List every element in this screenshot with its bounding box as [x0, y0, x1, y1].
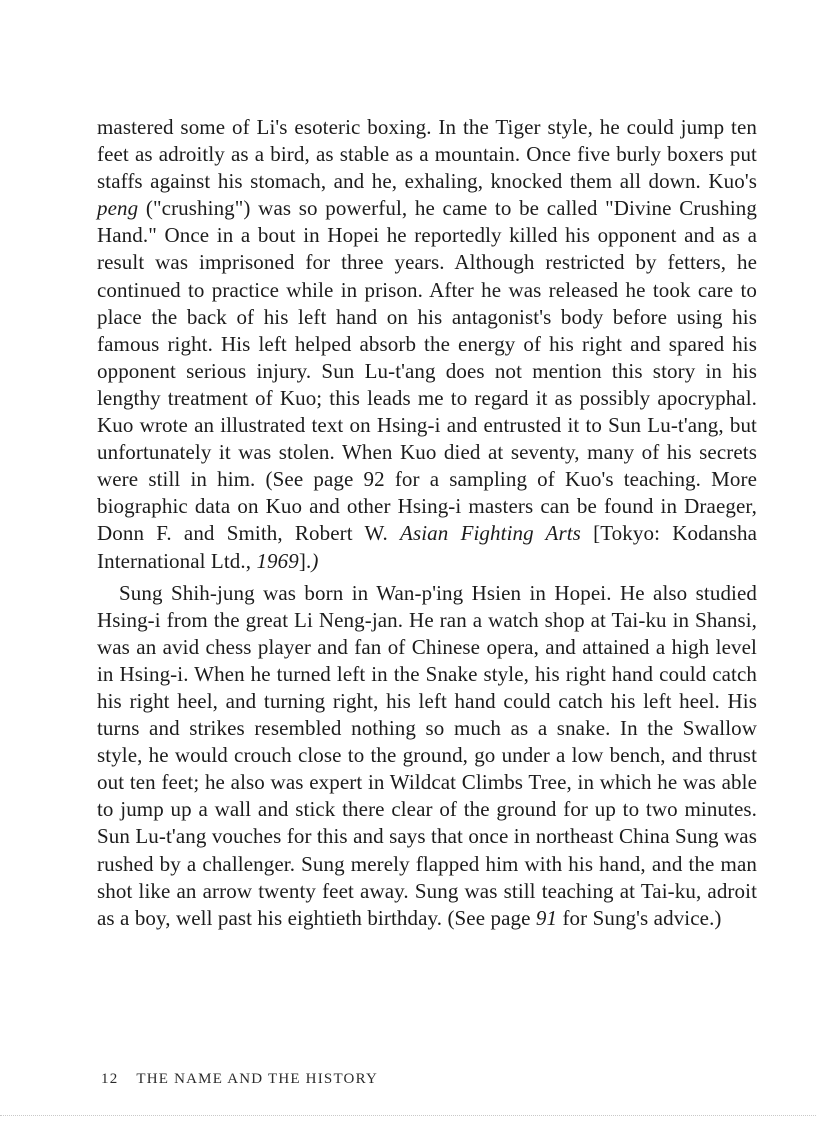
paragraph-kuo	[97, 114, 757, 575]
italic-book-title: Asian Fighting Arts	[400, 521, 581, 546]
text-run: mastered some of Li's esoteric boxing. In the Tiger style, he could jump ten feet as adroitly as a bird, as stable as a mountain. Once five burly boxers put staffs against his stomach, and he, exhaling, knocked them all down. Kuo's	[97, 115, 757, 194]
page-edge-divider	[0, 1115, 816, 1116]
text-run: [Tokyo: Kodansha International Ltd.,	[97, 521, 757, 573]
text-run: for Sung's advice.)	[557, 905, 722, 930]
italic-year: 1969	[256, 548, 299, 573]
paragraph-sung	[97, 580, 757, 932]
text-run: ("crushing") was so powerful, he came to be called "Divine Crushing Hand." Once in a bout in Hopei he reportedly killed his opponent and as a result was imprisoned for three years. Although restricted by fetters, he continued to practice while in prison. After he was released he took care to place the back of his left hand on his antagonist's body before using his famous right. His left helped absorb the energy of his right and spared his opponent serious injury. Sun Lu-t'ang does not mention this story in his lengthy treatment of Kuo; this leads me to regard it as possibly apocryphal. Kuo wrote an illustrated text on Hsing-i and entrusted it to Sun Lu-t'ang, but unfortunately it was stolen. When Kuo died at seventy, many of his secrets were still in him. (See page 92 for a sampling of Kuo's teaching. More biographic data on Kuo and other Hsing-i masters can be found in Draeger, Donn F. and Smith, Robert W.	[97, 196, 757, 546]
text-run: ].	[298, 548, 312, 573]
text-run: Sung Shih-jung was born in Wan-p'ing Hsien in Hopei. He also studied Hsing-i from the great Li Neng-jan. He ran a watch shop at Tai-ku in Shansi, was an avid chess player and fan of Chinese opera, and attained a high level in Hsing-i. When he turned left in the Snake style, his right hand could catch his right heel, and turning right, his left hand could catch his left heel. His turns and strikes resembled nothing so much as a snake. In the Swallow style, he would crouch close to the ground, go under a low bench, and thrust out ten feet; he also was expert in Wildcat Climbs Tree, in which he was able to jump up a wall and stick there clear of the ground for up to two minutes. Sun Lu-t'ang vouches for this and says that once in northeast China Sung was rushed by a challenger. Sung merely flapped him with his hand, and the man shot like an arrow twenty feet away. Sung was still teaching at Tai-ku, adroit as a boy, well past his eightieth birthday. (See page	[97, 580, 757, 930]
italic-term-peng: peng	[97, 196, 139, 221]
running-title: THE NAME AND THE HISTORY	[136, 1071, 378, 1087]
body-text	[97, 114, 757, 932]
italic-paren: )	[311, 548, 319, 573]
italic-page-ref: 91	[535, 905, 558, 930]
page-footer	[101, 1071, 378, 1088]
page-number: 12	[101, 1071, 119, 1087]
